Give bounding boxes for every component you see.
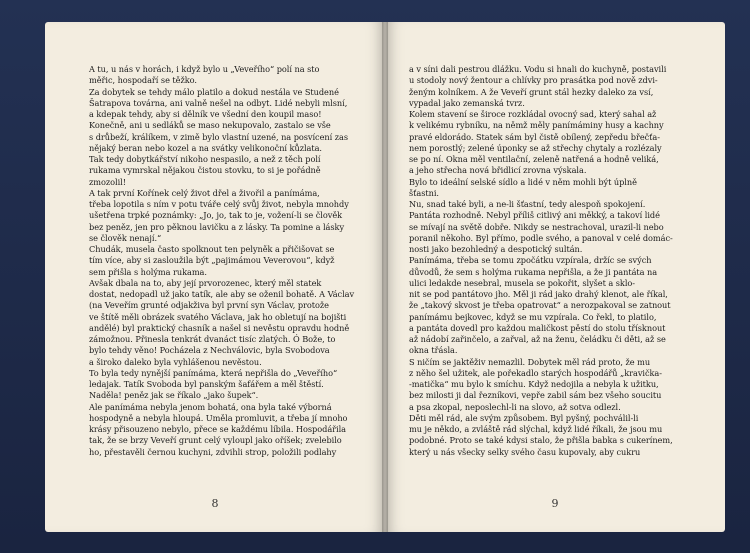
text-line: Ale panímáma nebyla jenom bohatá, ona byla také výborná [89, 401, 332, 412]
text-line: hospodyně a nebyla hloupá. Uměla promluvit, a třeba jí mnoho [89, 412, 348, 423]
text-line: S ničím se jaktěživ nemazlil. Dobytek měl rád proto, že mu [409, 356, 651, 367]
text-line: bylo tehdy věno! Pocházela z Nechválovic, byla Svobodova [89, 345, 330, 356]
text-line: z něho šel užitek, ale pořekadlo starých hospodářů „kravička- [409, 367, 662, 378]
text-line: A tak první Kořínek celý život dřel a živořil a panímáma, [89, 187, 320, 198]
text-line: Panímáma, třeba se tomu zpočátku vzpírala, držíc se svých [409, 255, 652, 266]
text-line: Kolem stavení se široce rozkládal ovocný sad, který sahal až [409, 109, 657, 119]
text-line: nějaký beran nebo kozel a na svátky velikonoční kůzlata. [89, 142, 322, 153]
text-line: bez peněz, jen pro pěknou lavičku a z lásky. Ta pomine a lásky [89, 221, 345, 232]
text-line: mu je někdo, a zvláště rád slýchal, když lidé říkali, že jsou mu [409, 424, 663, 434]
text-line: šťastni. [409, 187, 439, 198]
text-line: že „takový skvost je třeba opatrovat“ a nerozpakoval se zatnout [409, 300, 671, 311]
text-line: podobné. Proto se také kdysi stalo, že přišla babka s cukerínem, [409, 435, 673, 446]
text-line: a kdepak tehdy, aby si dělník ve všední den koupil maso! [89, 109, 322, 119]
text-line: Bylo to ideální selské sídlo a lidé v něm mohli být úplně [409, 176, 637, 187]
text-line: Nu, snad také byli, a ne-li šťastní, tedy alespoň spokojení. [409, 199, 646, 209]
text-line: nosti jako bezohledný a despotický sultán. [409, 244, 583, 254]
left-page [45, 22, 385, 532]
text-line: dostat, nedopadl už jako tatík, ale aby se oženil bohatě. A Václav [89, 289, 355, 299]
text-line: k velikému rybníku, na němž měly panímáminy husy a kachny [409, 120, 664, 131]
text-line: ušetřena trpké poznámky: „Jo, jo, tak to je, vožení-li se člověk [89, 210, 343, 221]
text-line: s drůbeží, králíkem, v zimě bylo vlastní uzené, na posvícení zas [89, 131, 348, 142]
right-page-text [409, 64, 689, 458]
text-line: nem porostlý; zelené úponky se až střechy chytaly a rozlézaly [409, 142, 662, 153]
text-line: Avšak dbala na to, aby její prvorozenec, který měl statek [89, 277, 322, 288]
text-line: (na Veveřím grunté odjakživa byl první syn Václav, protože [89, 300, 329, 311]
text-line: okna třásla. [409, 345, 458, 356]
page-number-right: 9 [551, 497, 559, 510]
text-line: vypadal jako zemanská tvrz. [409, 97, 525, 108]
text-line: Naděla! peněz jak se říkalo „jako šupek“. [89, 390, 259, 401]
text-line: ulici ledakde nesebral, musela se pokořit, slyšet a sklo- [409, 277, 636, 288]
text-line: -matička“ mu bylo k smíchu. Když nedojila a nebyla k užitku, [409, 379, 659, 389]
text-line: Konečně, ani u sedláků se maso nekupovalo, zastalo se vše [89, 120, 331, 131]
text-line: Šatrapova továrna, ani valně nešel na odbyt. Lidé nebyli mlsní, [89, 97, 348, 108]
text-line: se mívají na světě dobře. Nikdy se nestrachoval, urazil-li nebo [409, 221, 664, 232]
left-page-text [89, 64, 365, 458]
text-line: a psa zkopal, neposlechl-li na slovo, až sotva odlezl. [409, 401, 621, 412]
text-line: se člověk nenají.“ [89, 232, 162, 243]
text-line: nit se pod pantátovo jho. Měl ji rád jako drahý klenot, ale říkal, [409, 289, 668, 299]
text-line: Chudák, musela často spolknout ten pelyněk a přičišovat se [89, 244, 335, 254]
text-line: To byla tedy nynější panímáma, která nepřišla do „Veveřího“ [89, 367, 338, 378]
text-line: tak, že se brzy Veveří grunt celý vyloupl jako oříšek; zvelebilo [89, 435, 342, 446]
text-line: bez milosti ji dal řezníkovi, vepře zabil sám bez všeho soucitu [409, 390, 662, 401]
page-number-left: 8 [211, 497, 219, 510]
text-line: u stodoly nový žentour a chlívky pro prasátka pod nově zdvi- [409, 75, 658, 86]
text-line: který u nás všecky selky svého času kupovaly, aby cukru [409, 446, 641, 457]
text-line: Tak tedy dobytkářství nikoho nespasilo, a než z těch polí [89, 154, 321, 164]
text-line: krásy přisouzeno nebylo, přece se každému líbila. Hospodářila [89, 424, 346, 434]
text-line: rukama vymrskal nějakou čistou stovku, to si je pořádně [89, 165, 321, 176]
text-line: Pantáta rozhodně. Nebyl příliš citlivý ani měkký, a takoví lidé [409, 210, 660, 221]
text-line: Děti měl rád, ale svým způsobem. Byl pyšný, pochválil-li [409, 412, 639, 423]
text-line: ledajak. Tatík Svoboda byl panským šafářem a měl štěstí. [89, 379, 324, 389]
text-line: a jeho střecha nová břidlicí zrovna výskala. [409, 165, 587, 176]
text-line: sem přišla s holýma rukama. [89, 266, 207, 277]
text-line: A tu, u nás v horách, i když bylo u „Veveřího“ polí na sto [89, 64, 320, 74]
text-line: se po ní. Okna měl ventilační, zeleně natřená a hodně veliká, [409, 154, 659, 164]
text-line: panímámu bejkovec, když se mu vzpírala. Co řekl, to platilo, [409, 311, 657, 322]
text-line: a v síni dali pestrou dlážku. Vodu si hnali do kuchyně, postavili [409, 64, 667, 74]
text-line: ženým kolníkem. A že Veveří grunt stál hezky daleko za vsí, [409, 86, 654, 97]
text-line: důvodů, že sem s holýma rukama nepřišla, a že ji pantáta na [409, 266, 658, 277]
text-line: a široko daleko byla vyhlášenou nevěstou. [89, 356, 262, 367]
text-line: tím více, aby si zasloužila být „pajimámou Veverovou“, když [89, 255, 335, 266]
text-line: měřic, hospodaří se těžko. [89, 75, 197, 86]
text-line: ho, přestavěli černou kuchyni, zdvihli strop, položili podlahy [89, 446, 337, 457]
text-line: Za dobytek se tehdy málo platilo a dokud nestála ve Studené [89, 86, 339, 97]
text-line: andělé) byl praktický chasník a našel si nevěstu opravdu hodně [89, 322, 350, 333]
text-line: poranil někoho. Byl přímo, podle svého, a panoval v celé domác- [409, 232, 673, 243]
text-line: pravé eldorádo. Statek sám byl čistě obílený, zepředu břečťa- [409, 131, 660, 142]
text-line: třeba lopotila s ním v potu tváře celý svůj život, nebyla mnohdy [89, 199, 349, 209]
text-line: ve štítě měli obrázek svatého Václava, jak ho obletují na bojišti [89, 311, 347, 322]
text-line: a pantáta dovedl pro každou maličkost pěstí do stolu třísknout [409, 322, 666, 333]
text-line: zámožnou. Přinesla tenkrát dvanáct tisíc zlatých. Ó Bože, to [89, 334, 336, 344]
right-page [385, 22, 725, 532]
book-gutter [382, 22, 388, 532]
text-line: až nádobí zařinčelo, a zařval, až na ženu, čeládku či děti, až se [409, 334, 666, 344]
text-line: zmozolil! [89, 176, 126, 187]
